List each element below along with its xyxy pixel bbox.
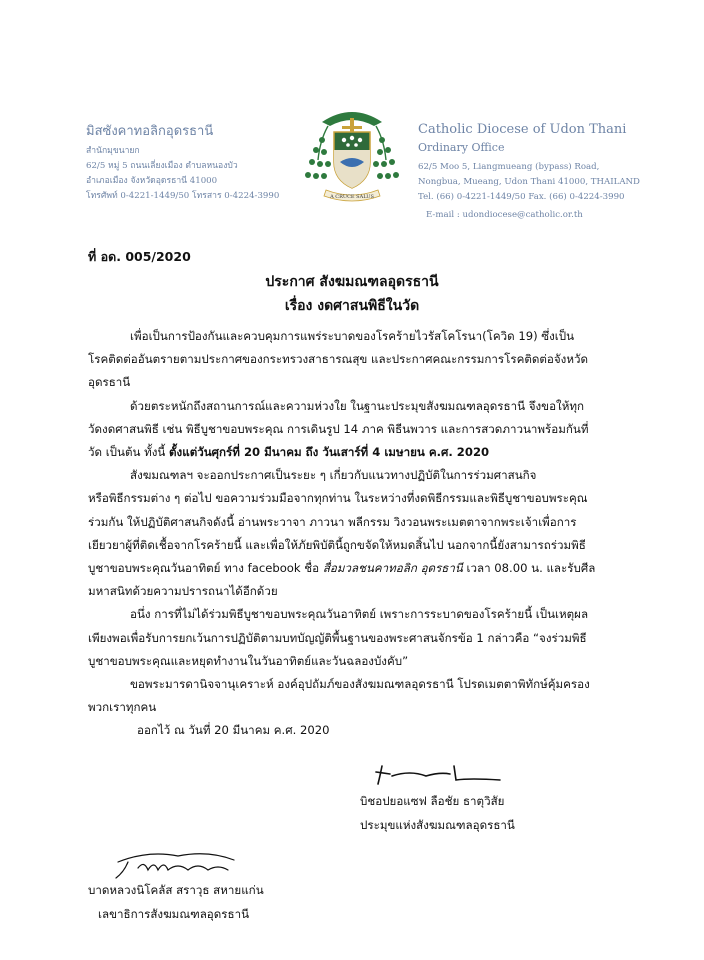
closure-period: ตั้งแต่วันศุกร์ที่ 20 มีนาคม ถึง วันเสาร์ที่ 4 เมษายน ค.ศ. 2020 <box>169 445 490 460</box>
address-english-2: Nongbua, Mueang, Udon Thani 41000, THAILAND <box>418 177 640 187</box>
document-number: ที่ อด. 005/2020 <box>88 249 191 264</box>
secretary-title: เลขาธิการสังฆมณฑลอุดรธานี <box>98 907 250 921</box>
paragraph-3 <box>88 464 628 603</box>
paragraph-1 <box>88 325 628 395</box>
diocese-name-thai: มิสซังคาทอลิกอุดรธานี <box>86 124 214 139</box>
body-line <box>88 441 628 464</box>
paragraph-5 <box>88 673 628 719</box>
body-text: เวลา 08.00 น. และรับศีล <box>462 561 596 576</box>
bishop-signature-icon <box>370 760 510 790</box>
letterhead-english <box>418 120 688 223</box>
body-line: โรคติดต่ออันตรายตามประกาศของกระทรวงสาธารณสุข และประกาศคณะกรรมการโรคติดต่อจังหวัด <box>88 352 589 367</box>
bishop-name: บิชอปยอแซฟ ลือชัย ธาตุวิสัย <box>360 794 505 808</box>
body-line: สังฆมณฑลฯ จะออกประกาศเป็นระยะ ๆ เกี่ยวกับแนวทางปฏิบัติในการร่วมศาสนกิจ <box>130 468 537 483</box>
announcement-title: ประกาศ สังฆมณฑลอุดรธานี <box>265 274 439 290</box>
office-english: Ordinary Office <box>418 141 505 154</box>
body-line: วัดงดศาสนพิธี เช่น พิธีบูชาขอบพระคุณ การเดินรูป 14 ภาค พิธีนพวาร และการสวดภาวนาพร้อมกันที่ <box>88 421 589 436</box>
issue-date: ออกไว้ ณ วันที่ 20 มีนาคม ค.ศ. 2020 <box>137 723 330 737</box>
body-line: บูชาขอบพระคุณและหยุดทำงานในวันอาทิตย์และวันฉลองบังคับ” <box>88 653 409 668</box>
letterhead-thai <box>86 120 296 204</box>
office-thai: สำนักมุขนายก <box>86 146 140 156</box>
address-english-1: 62/5 Moo 5, Liangmueang (bypass) Road, <box>418 162 600 172</box>
body-text: บูชาขอบพระคุณวันอาทิตย์ ทาง facebook ชื่อ <box>88 561 323 576</box>
secretary-name: บาดหลวงนิโคลัส สราวุธ สหายแก่น <box>88 883 264 897</box>
announcement-subject: เรื่อง งดศาสนพิธีในวัด <box>284 298 420 314</box>
bishop-title: ประมุขแห่งสังฆมณฑลอุดรธานี <box>360 818 515 832</box>
paragraph-4 <box>88 603 628 673</box>
announcement-body <box>88 325 628 719</box>
body-line: ด้วยตระหนักถึงสถานการณ์และความห่วงใย ในฐานะประมุขสังฆมณฑลอุดรธานี จึงขอให้ทุก <box>130 398 585 413</box>
body-line: มหาสนิทด้วยความปรารถนาได้อีกด้วย <box>88 584 278 599</box>
paragraph-2 <box>88 395 628 465</box>
email-address: E-mail : udondiocese@catholic.or.th <box>426 210 583 220</box>
body-line: เยียวยาผู้ที่ติดเชื้อจากโรคร้ายนี้ และเพื่อให้ภัยพิบัตินี้ถูกขจัดให้หมดสิ้นไป นอกจากนี้ยังสามารถร่วมพิธี <box>88 537 586 552</box>
address-thai-2: อำเภอเมือง จังหวัดอุดรธานี 41000 <box>86 176 218 186</box>
body-line: พวกเราทุกคน <box>88 700 157 715</box>
diocese-name-english: Catholic Diocese of Udon Thani <box>418 122 627 137</box>
body-line: หรือพิธีกรรมต่าง ๆ ต่อไป ขอความร่วมมือจากทุกท่าน ในระหว่างที่งดพิธีกรรมและพิธีบูชาขอบพระคุณ <box>88 491 588 506</box>
diocese-crest-icon <box>300 100 404 210</box>
body-line: ร่วมกัน ให้ปฏิบัติศาสนกิจดังนี้ อ่านพระวาจา ภาวนา พลีกรรม วิงวอนพระเมตตาจากพระเจ้าเพื่อการ <box>88 514 577 529</box>
phone-thai: โทรศัพท์ 0-4221-1449/50 โทรสาร 0-4224-3990 <box>86 191 280 201</box>
body-line: เพื่อเป็นการป้องกันและควบคุมการแพร่ระบาดของโรคร้ายไวรัสโคโรนา(โควิด 19) ซึ่งเป็น <box>130 329 575 343</box>
body-line: เพียงพอเพื่อรับการยกเว้นการปฏิบัติตามบทบัญญัติพื้นฐานของพระศาสนจักรข้อ 1 กล่าวคือ “จงร่วมพิธี <box>88 630 587 645</box>
crest-motto: A CRUCE SALUS <box>330 194 374 200</box>
secretary-signature-icon <box>108 848 248 884</box>
phone-english: Tel. (66) 0-4221-1449/50 Fax. (66) 0-4224-3990 <box>418 192 625 202</box>
address-thai-1: 62/5 หมู่ 5 ถนนเลี่ยงเมือง ตำบลหนองบัว <box>86 161 238 171</box>
body-text: วัด เป็นต้น ทั้งนี้ <box>88 445 170 460</box>
body-line: ขอพระมารดานิจจานุเคราะห์ องค์อุปถัมภ์ของสังฆมณฑลอุดรธานี โปรดเมตตาพิทักษ์คุ้มครอง <box>130 677 590 692</box>
facebook-page-name: สื่อมวลชนคาทอลิก อุดรธานี <box>322 561 463 576</box>
body-line: อุดรธานี <box>88 375 131 390</box>
body-line <box>88 557 628 580</box>
body-line: อนึ่ง การที่ไม่ได้ร่วมพิธีบูชาขอบพระคุณวันอาทิตย์ เพราะการระบาดของโรคร้ายนี้ เป็นเหตุผล <box>130 607 589 622</box>
